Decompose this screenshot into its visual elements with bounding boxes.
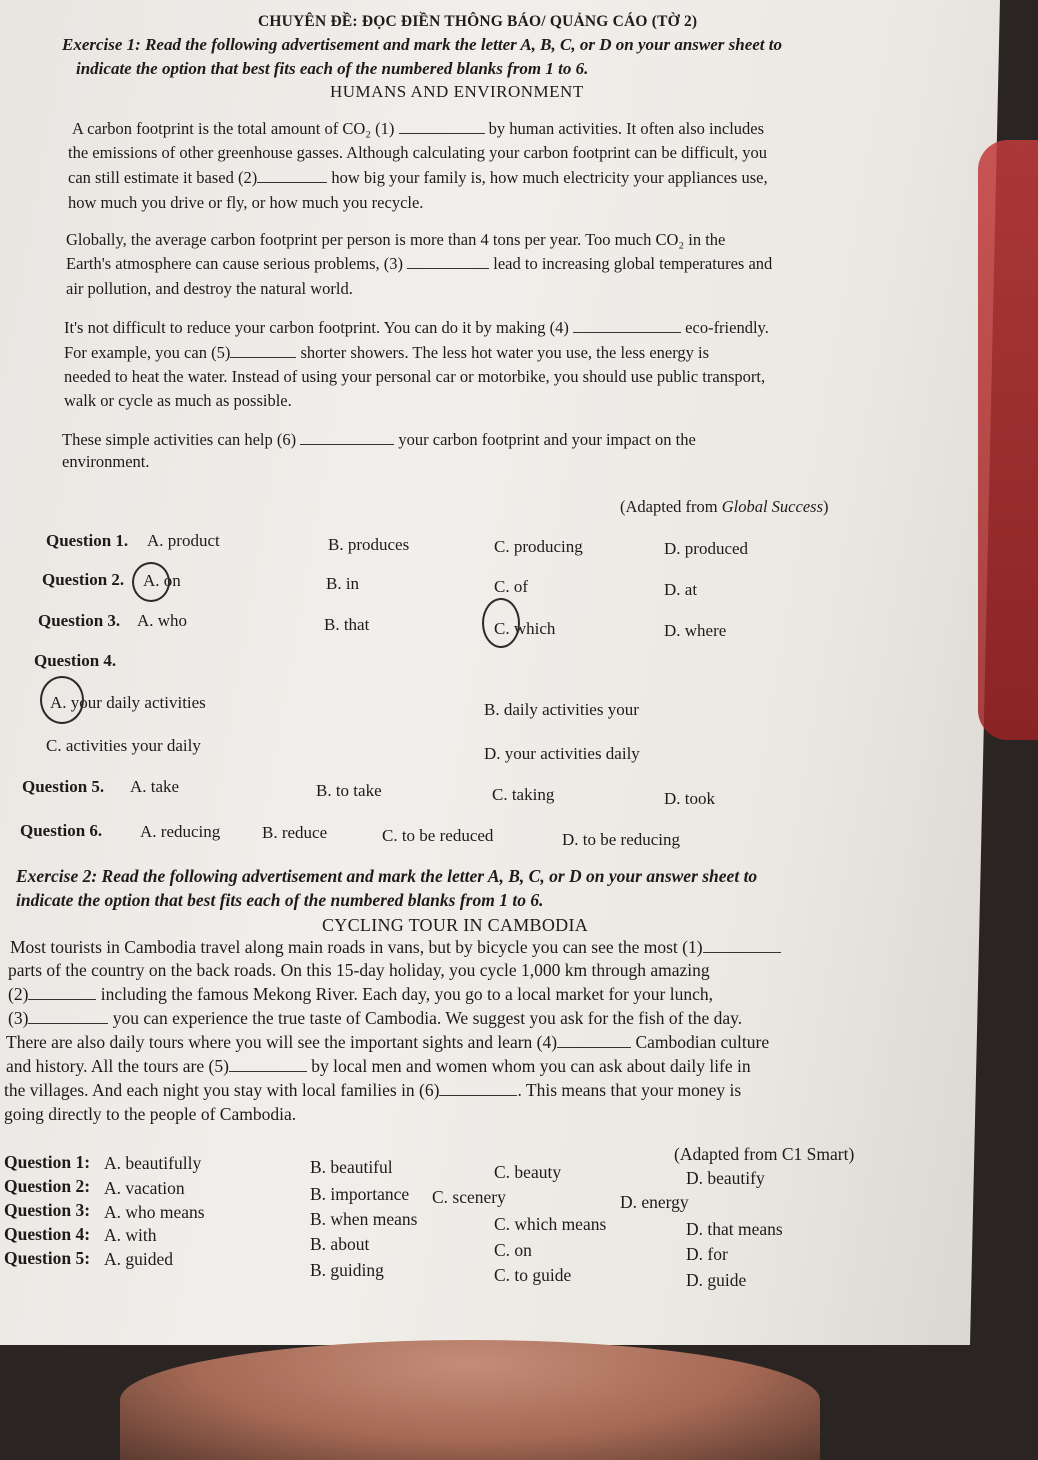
question-label: Question 1. [46, 531, 129, 550]
option-b[interactable]: B. beautiful [310, 1157, 393, 1177]
option-d[interactable]: D. that means [686, 1219, 783, 1239]
question-label: Question 2: [4, 1176, 91, 1196]
option-d[interactable]: D. to be reducing [562, 830, 681, 849]
option-a[interactable]: A. your daily activities [50, 693, 206, 712]
ex2-passage-line: the villages. And each night you stay with local families in (6) . This means that your money is [4, 1080, 742, 1100]
option-d[interactable]: D. at [664, 580, 698, 599]
option-d[interactable]: D. beautify [686, 1168, 765, 1188]
ex1-passage-line: how much you drive or fly, or how much you recycle. [68, 193, 424, 212]
red-folder-edge [978, 140, 1038, 740]
question-label: Question 4. [34, 651, 117, 670]
option-a[interactable]: A. with [104, 1225, 157, 1245]
ex1-passage-line: environment. [62, 452, 150, 471]
option-c[interactable]: C. which [494, 619, 556, 638]
option-d[interactable]: D. guide [686, 1270, 747, 1290]
ex2-passage-line: (3) you can experience the true taste of Cambodia. We suggest you ask for the fish of the day. [8, 1008, 743, 1028]
option-b[interactable]: B. about [310, 1234, 370, 1254]
option-c[interactable]: C. beauty [494, 1162, 562, 1182]
option-b[interactable]: B. produces [328, 535, 410, 554]
ex1-title: HUMANS AND ENVIRONMENT [330, 82, 584, 101]
ex1-passage-line: can still estimate it based (2) how big your family is, how much electricity your appliances use, [68, 168, 768, 187]
ex2-passage-line: and history. All the tours are (5) by local men and women whom you can ask about daily life in [6, 1056, 751, 1076]
ex1-passage-line: air pollution, and destroy the natural world. [66, 279, 353, 298]
ex2-passage-line: Most tourists in Cambodia travel along main roads in vans, but by bicycle you can see the most (1) [10, 937, 781, 959]
answer-circle-mark [132, 562, 170, 602]
option-a[interactable]: A. on [143, 571, 181, 590]
answer-circle-mark [40, 676, 84, 724]
ex1-passage-line: walk or cycle as much as possible. [64, 391, 292, 410]
ex2-source: (Adapted from C1 Smart) [674, 1144, 855, 1164]
option-b[interactable]: B. reduce [262, 823, 328, 842]
ex2-passage-line: parts of the country on the back roads. On this 15-day holiday, you cycle 1,000 km through amazing [8, 960, 710, 980]
option-b[interactable]: B. in [326, 574, 360, 593]
ex1-passage-line: needed to heat the water. Instead of using your personal car or motorbike, you should use public transport, [64, 367, 766, 386]
ex2-passage-line: There are also daily tours where you will see the important sights and learn (4) Cambodian culture [6, 1032, 770, 1052]
question-label: Question 6. [20, 821, 103, 840]
option-a[interactable]: A. who means [104, 1202, 205, 1222]
ex1-passage-line: Globally, the average carbon footprint per person is more than 4 tons per year. Too much CO₂ in the [66, 230, 726, 249]
answer-circle-mark [482, 598, 520, 648]
option-c[interactable]: C. to be reduced [382, 826, 494, 845]
ex2-passage-line: (2) including the famous Mekong River. Each day, you go to a local market for your lunch, [8, 984, 713, 1004]
ex1-passage-line: A carbon footprint is the total amount of CO₂ (1) by human activities. It often also includes [72, 119, 765, 138]
option-d[interactable]: D. where [664, 621, 727, 640]
ex1-passage-line: Earth's atmosphere can cause serious problems, (3) lead to increasing global temperatures and [66, 254, 773, 273]
page-header: CHUYÊN ĐỀ: ĐỌC ĐIỀN THÔNG BÁO/ QUẢNG CÁO (TỜ 2) [258, 13, 698, 30]
option-b[interactable]: B. guiding [310, 1260, 384, 1280]
ex2-instruction-line-1: Exercise 2: Read the following advertisement and mark the letter A, B, C, or D on your answer sheet to [16, 866, 758, 886]
ex1-passage-line: For example, you can (5) shorter showers. The less hot water you use, the less energy is [64, 343, 710, 362]
question-label: Question 4: [4, 1224, 91, 1244]
question-label: Question 2. [42, 570, 125, 589]
option-b[interactable]: B. that [324, 615, 370, 634]
finger-overlay [120, 1340, 820, 1460]
option-d[interactable]: D. produced [664, 539, 749, 558]
option-b[interactable]: B. to take [316, 781, 382, 800]
question-label: Question 3: [4, 1200, 91, 1220]
option-d[interactable]: D. your activities daily [484, 744, 640, 763]
option-a[interactable]: A. beautifully [104, 1153, 202, 1173]
option-a[interactable]: A. take [130, 777, 180, 796]
option-a[interactable]: A. who [137, 611, 188, 630]
option-d[interactable]: D. for [686, 1244, 728, 1264]
ex2-title: CYCLING TOUR IN CAMBODIA [322, 915, 589, 935]
option-c[interactable]: C. which means [494, 1214, 607, 1234]
option-c[interactable]: C. activities your daily [46, 736, 201, 755]
question-label: Question 3. [38, 611, 121, 630]
option-d[interactable]: D. energy [620, 1192, 689, 1212]
option-c[interactable]: C. scenery [432, 1187, 506, 1207]
option-c[interactable]: C. producing [494, 537, 583, 556]
option-a[interactable]: A. guided [104, 1249, 174, 1269]
question-label: Question 5. [22, 777, 105, 796]
option-a[interactable]: A. product [147, 531, 220, 550]
ex1-instruction-line-2: indicate the option that best fits each of the numbered blanks from 1 to 6. [76, 59, 589, 78]
option-d[interactable]: D. took [664, 789, 715, 808]
option-c[interactable]: C. taking [492, 785, 555, 804]
ex1-passage-line: the emissions of other greenhouse gasses. Although calculating your carbon footprint can be difficult, you [68, 143, 767, 162]
ex1-instruction-line-1: Exercise 1: Read the following advertisement and mark the letter A, B, C, or D on your answer sheet to [62, 35, 783, 54]
ex2-instruction-line-2: indicate the option that best fits each of the numbered blanks from 1 to 6. [16, 890, 544, 910]
ex1-passage-line: These simple activities can help (6) your carbon footprint and your impact on the [62, 430, 696, 449]
option-a[interactable]: A. vacation [104, 1178, 185, 1198]
ex1-passage-line: It's not difficult to reduce your carbon footprint. You can do it by making (4) eco-friendly. [64, 318, 769, 337]
option-b[interactable]: B. daily activities your [484, 700, 639, 719]
option-c[interactable]: C. to guide [494, 1265, 572, 1285]
ex2-passage-line: going directly to the people of Cambodia. [4, 1104, 297, 1124]
option-c[interactable]: C. on [494, 1240, 532, 1260]
question-label: Question 5: [4, 1248, 91, 1268]
option-b[interactable]: B. when means [310, 1209, 418, 1229]
question-label: Question 1: [4, 1152, 91, 1172]
ex1-source: (Adapted from Global Success) [620, 497, 829, 516]
option-c[interactable]: C. of [494, 577, 528, 596]
option-b[interactable]: B. importance [310, 1184, 410, 1204]
option-a[interactable]: A. reducing [140, 822, 221, 841]
